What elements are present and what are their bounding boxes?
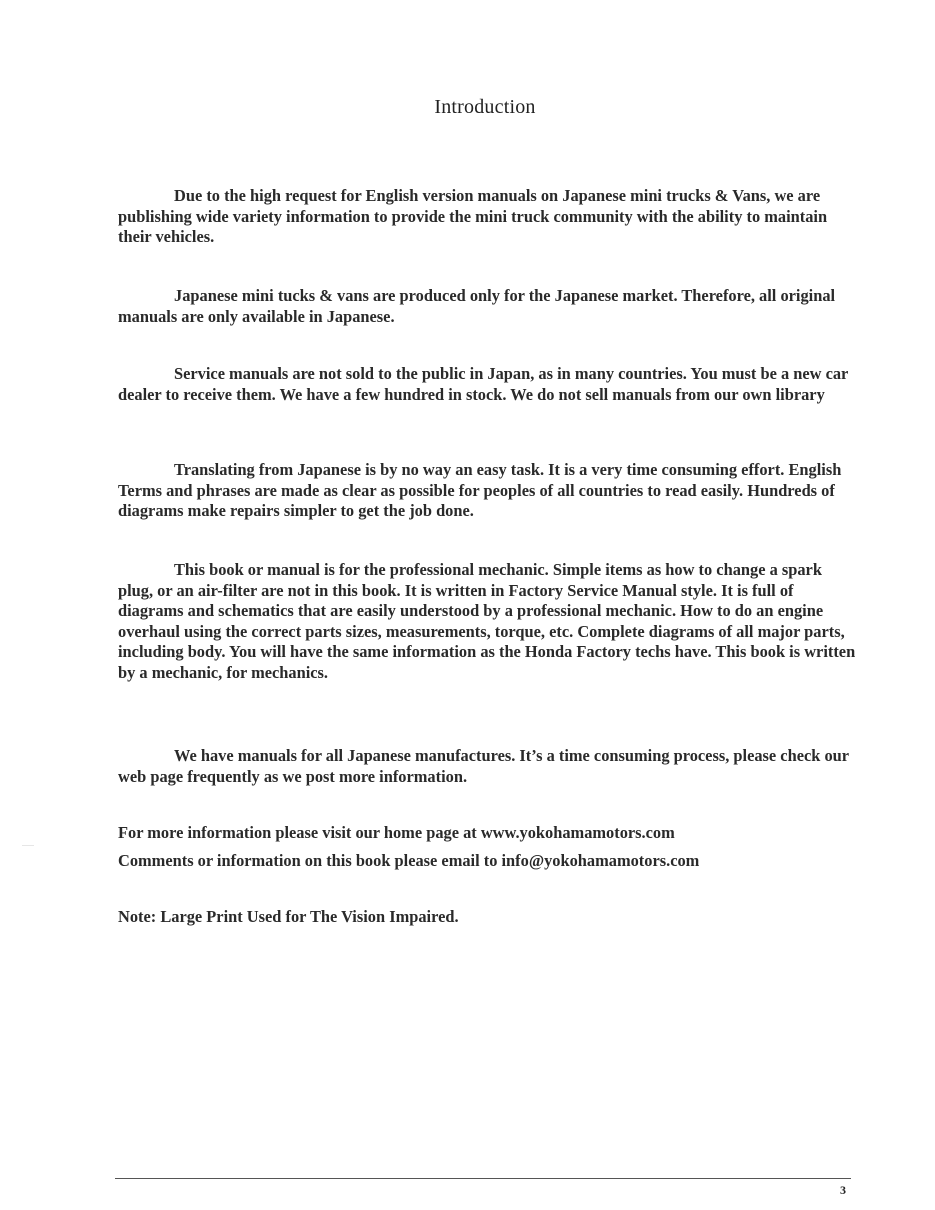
paragraph-translating: Translating from Japanese is by no way an easy task. It is a very time consuming effort. English Terms and phrases are made as clear as possible for peoples of all countries to read easily. Hundreds of diagrams make repairs simpler to get the job done. [118, 460, 842, 520]
page-number: 3 [840, 1183, 846, 1197]
footer-divider [115, 1178, 851, 1179]
scan-edge-mark [22, 845, 34, 846]
contact-homepage-line: For more information please visit our home page at www.yokohamamotors.com [118, 823, 675, 842]
large-print-note: Note: Large Print Used for The Vision Impaired. [118, 907, 459, 926]
contact-email-line: Comments or information on this book please email to info@yokohamamotors.com [118, 851, 700, 870]
paragraph-manufactures: We have manuals for all Japanese manufactures. It’s a time consuming process, please check our web page frequently as we post more information. [118, 746, 849, 786]
page-title: Introduction [434, 96, 536, 118]
paragraph-request: Due to the high request for English version manuals on Japanese mini trucks & Vans, we are publishing wide variety information to provide the mini truck community with the ability to maintain their vehicles. [118, 186, 828, 246]
paragraph-service-manuals: Service manuals are not sold to the public in Japan, as in many countries. You must be a new car dealer to receive them. We have a few hundred in stock. We do not sell manuals from our own library [118, 364, 849, 404]
paragraph-market: Japanese mini tucks & vans are produced only for the Japanese market. Therefore, all original manuals are only available in Japanese. [118, 286, 836, 326]
paragraph-professional: This book or manual is for the professional mechanic. Simple items as how to change a spark plug, or an air-filter are not in this book. It is written in Factory Service Manual style. It is full of diagrams and schematics that are easily understood by a professional mechanic. How to do an engine overhaul using the correct parts sizes, measurements, torque, etc. Complete diagrams of all major parts, including body. You will have the same information as the Honda Factory techs have. This book is written by a mechanic, for mechanics. [118, 560, 856, 682]
